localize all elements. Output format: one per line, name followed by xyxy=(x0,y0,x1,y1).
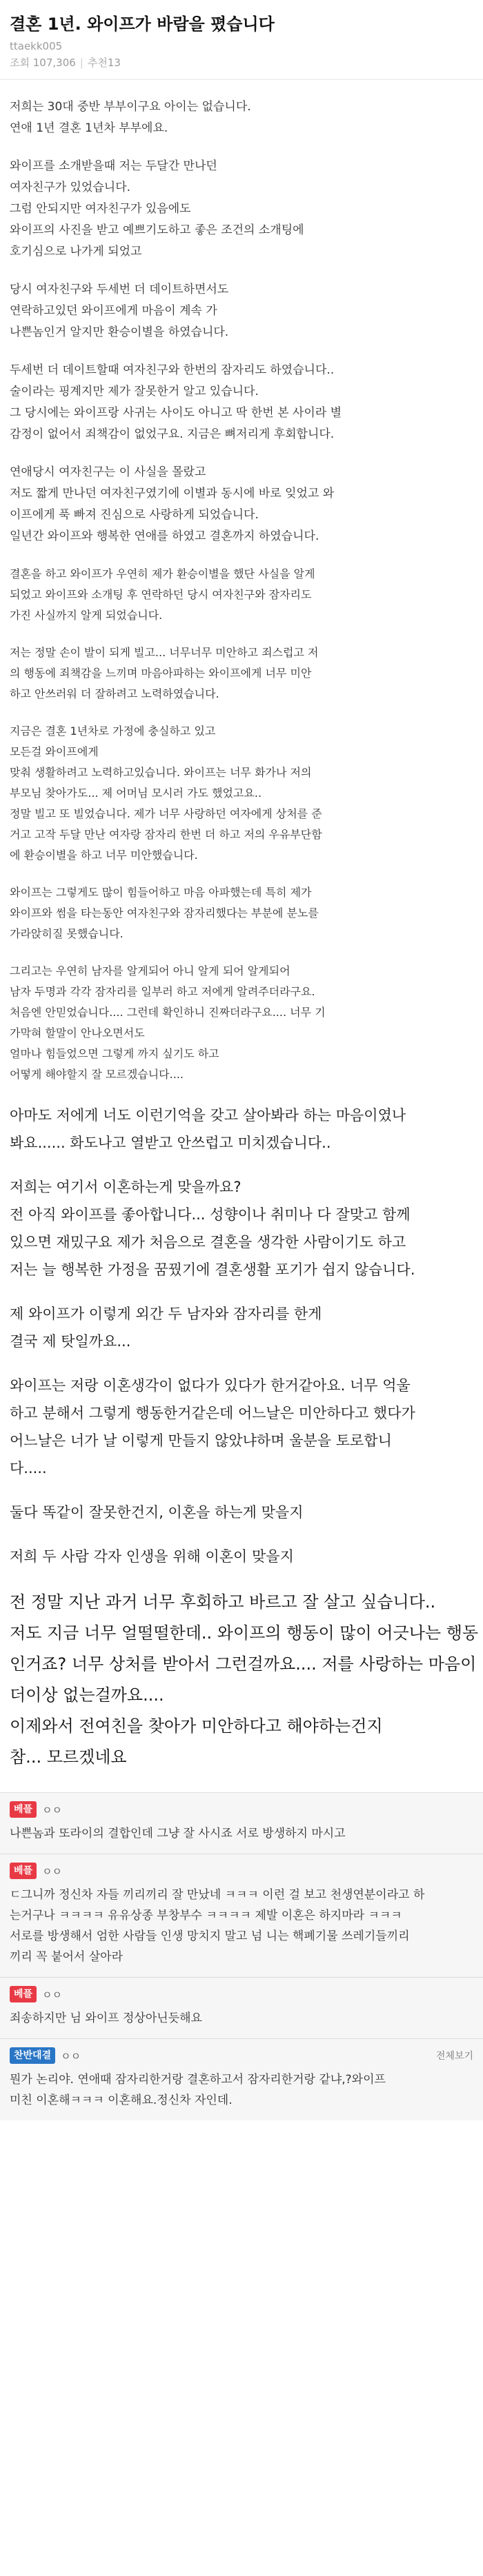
post-paragraph xyxy=(10,1587,479,1773)
best-comment-badge: 베플 xyxy=(10,1801,37,1818)
post-line: 더이상 없는걸까요.... xyxy=(10,1685,164,1705)
post-line: 남자 두명과 각각 잠자리를 일부러 하고 저에게 알려주더라구요. xyxy=(10,985,315,998)
post-paragraph xyxy=(10,642,473,704)
post-line: 저도 짧게 만나던 여자친구였기에 이별과 동시에 바로 잊었고 와 xyxy=(10,487,335,500)
post-line: 와이프의 사진을 받고 예쁘기도하고 좋은 조건의 소개팅에 xyxy=(10,223,304,237)
post-paragraph xyxy=(10,1499,473,1526)
post-line: 전 아직 와이프를 좋아합니다... 성향이나 취미나 다 잘맞고 함께 xyxy=(10,1206,411,1223)
post-line: 와이프를 소개받을때 저는 두달간 만나던 xyxy=(10,159,217,173)
comment-author[interactable]: ㅇㅇ xyxy=(42,1865,63,1878)
post-line: 하고 안쓰러워 더 잘하려고 노력하였습니다. xyxy=(10,687,219,700)
post-header xyxy=(0,0,483,80)
view-count: 조회 107,306 xyxy=(10,57,76,69)
post-line: 나쁜놈인거 알지만 환승이별을 하였습니다. xyxy=(10,325,229,339)
post-line: 결국 제 탓일까요... xyxy=(10,1333,131,1350)
best-comment-badge: 베플 xyxy=(10,1986,37,2002)
post-line: 와이프는 그렇게도 많이 힘들어하고 마음 아파했는데 특히 제가 xyxy=(10,886,312,899)
post-paragraph xyxy=(10,97,473,139)
comment-line: 서로를 방생해서 엄한 사람들 인생 망치지 말고 넘 니는 핵폐기물 쓰레기들끼리 xyxy=(10,1929,410,1943)
post-meta xyxy=(10,55,473,70)
post-paragraph xyxy=(10,1372,473,1482)
post-line: 당시 여자친구와 두세번 더 데이트하면서도 xyxy=(10,283,229,296)
post-paragraph xyxy=(10,1300,473,1355)
comment-list xyxy=(0,1792,483,2120)
post-line: 있으면 재밌구요 제가 처음으로 결혼을 생각한 사람이기도 하고 xyxy=(10,1234,406,1250)
comment-line: 끼리 꼭 붙어서 살아라 xyxy=(10,1950,124,1964)
post-body xyxy=(0,97,483,1773)
post-line: 호기심으로 나가게 되었고 xyxy=(10,245,142,258)
best-comment-badge: 베플 xyxy=(10,1863,37,1879)
comment-line: 는거구나 ㅋㅋㅋㅋ 유유상종 부창부수 ㅋㅋㅋㅋ 제발 이혼은 하지마라 ㅋㅋㅋ xyxy=(10,1909,402,1923)
post-paragraph xyxy=(10,721,473,866)
post-line: 가라앉히질 못했습니다. xyxy=(10,927,124,940)
comment-header xyxy=(10,1801,473,1818)
post-line: 이프에게 푹 빠져 진심으로 사랑하게 되었습니다. xyxy=(10,508,259,522)
post-paragraph xyxy=(10,156,473,263)
post-line: 저희는 30대 중반 부부이구요 아이는 없습니다. xyxy=(10,100,251,114)
comment-text xyxy=(10,2069,473,2111)
post-line: 감정이 없어서 죄책감이 없었구요. 지금은 뼈저리게 후회합니다. xyxy=(10,427,335,441)
post-line: 봐요...... 화도나고 열받고 안쓰럽고 미치겠습니다.. xyxy=(10,1135,331,1151)
comment-line: 나쁜놈과 또라이의 결합인데 그냥 잘 사시죠 서로 방생하지 마시고 xyxy=(10,1827,346,1840)
comment-text xyxy=(10,1823,473,1844)
comment-header xyxy=(10,2047,473,2064)
comment-text xyxy=(10,2008,473,2029)
post-line: 그리고는 우연히 남자를 알게되어 아니 알게 되어 알게되어 xyxy=(10,964,290,977)
debate-badge: 찬반대결 xyxy=(10,2047,55,2064)
post-paragraph xyxy=(10,462,473,547)
post-line: 제 와이프가 이렇게 외간 두 남자와 잠자리를 한게 xyxy=(10,1306,322,1322)
post-line: 술이라는 핑계지만 제가 잘못한거 알고 있습니다. xyxy=(10,385,259,398)
recommend-count: 추천13 xyxy=(87,57,121,69)
post-line: 저는 늘 행복한 가정을 꿈꿨기에 결혼생활 포기가 쉽지 않습니다. xyxy=(10,1261,415,1278)
comment-item xyxy=(0,1977,483,2038)
post-line: 연애당시 여자친구는 이 사실을 몰랐고 xyxy=(10,465,206,479)
post-line: 가진 사실까지 알게 되었습니다. xyxy=(10,609,163,622)
post-line: 와이프는 저랑 이혼생각이 없다가 있다가 한거같아요. 너무 억울 xyxy=(10,1377,411,1394)
comment-author[interactable]: ㅇㅇ xyxy=(42,1988,63,2001)
post-line: 그럼 안되지만 여자친구가 있음에도 xyxy=(10,202,191,216)
post-line: 지금은 결혼 1년차로 가정에 충실하고 있고 xyxy=(10,724,216,738)
comment-item xyxy=(0,1792,483,1854)
post-line: 결혼을 하고 와이프가 우연히 제가 환승이별을 했단 사실을 알게 xyxy=(10,567,315,580)
post-paragraph xyxy=(10,279,473,343)
comment-line: ㄷ그니까 정신차 자들 끼리끼리 잘 만났네 ㅋㅋㅋ 이런 걸 보고 천생연분이라고 하 xyxy=(10,1888,425,1902)
post-line: 여자친구가 있었습니다. xyxy=(10,181,131,194)
post-line: 연락하고있던 와이프에게 마음이 계속 가 xyxy=(10,304,217,318)
comment-line: 죄송하지만 님 와이프 정상아닌듯해요 xyxy=(10,2011,202,2025)
post-line: 정말 빌고 또 빌었습니다. 제가 너무 사랑하던 여자에게 상처를 준 xyxy=(10,807,322,820)
post-paragraph xyxy=(10,1102,473,1157)
post-line: 얼마나 힘들었으면 그렇게 까지 싶기도 하고 xyxy=(10,1047,219,1060)
post-line: 다..... xyxy=(10,1460,47,1477)
comment-header xyxy=(10,1986,473,2002)
post-line: 그 당시에는 와이프랑 사귀는 사이도 아니고 딱 한번 본 사이라 별 xyxy=(10,406,342,420)
post-line: 저희는 여기서 이혼하는게 맞을까요? xyxy=(10,1179,241,1195)
post-line: 의 행동에 죄책감을 느끼며 마음아파하는 와이프에게 너무 미안 xyxy=(10,667,312,680)
post-line: 하고 분해서 그렇게 행동한거같은데 어느날은 미안하다고 했다가 xyxy=(10,1405,415,1421)
post-title: 결혼 1년. 와이프가 바람을 폈습니다 xyxy=(10,14,275,34)
view-all-link[interactable]: 전체보기 xyxy=(435,2051,473,2062)
comment-item xyxy=(0,2038,483,2120)
post-line: 처음엔 안믿었습니다.... 그런데 확인하니 진짜더라구요.... 너무 기 xyxy=(10,1006,326,1019)
post-line: 맞춰 생활하려고 노력하고있습니다. 와이프는 너무 화가나 저의 xyxy=(10,766,312,779)
post-line: 연애 1년 결혼 1년차 부부에요. xyxy=(10,121,168,135)
post-paragraph xyxy=(10,1543,473,1570)
comment-line: 미친 이혼해ㅋㅋㅋ 이혼해요.정신차 자인데. xyxy=(10,2093,233,2107)
post-line: 일년간 와이프와 행복한 연애를 하였고 결혼까지 하였습니다. xyxy=(10,529,319,543)
post-line: 어떻게 해야할지 잘 모르겠습니다.... xyxy=(10,1068,184,1081)
comment-author[interactable]: ㅇㅇ xyxy=(61,2049,81,2062)
post-paragraph xyxy=(10,564,473,626)
post-line: 저는 정말 손이 발이 되게 빌고... 너무너무 미안하고 죄스럽고 저 xyxy=(10,646,319,659)
post-paragraph xyxy=(10,360,473,445)
post-author[interactable]: ttaekk005 xyxy=(10,40,63,52)
comment-text xyxy=(10,1885,473,1967)
post-line: 되었고 와이프와 소개팅 후 연락하던 당시 여자친구와 잠자리도 xyxy=(10,588,312,601)
comment-author[interactable]: ㅇㅇ xyxy=(42,1803,63,1816)
post-line: 아마도 저에게 너도 이런기억을 갖고 살아봐라 하는 마음이였나 xyxy=(10,1107,406,1124)
post-line: 둘다 똑같이 잘못한건지, 이혼을 하는게 맞을지 xyxy=(10,1504,304,1521)
post-paragraph xyxy=(10,882,473,944)
post-line: 참... 모르겠네요 xyxy=(10,1747,127,1767)
post-line: 전 정말 지난 과거 너무 후회하고 바르고 잘 살고 싶습니다.. xyxy=(10,1592,436,1612)
comment-header xyxy=(10,1863,473,1879)
post-line: 가막혀 할말이 안나오면서도 xyxy=(10,1026,145,1039)
post-paragraph xyxy=(10,1173,473,1284)
post-line: 어느날은 너가 날 이렇게 만들지 않았냐하며 울분을 토로합니 xyxy=(10,1432,392,1449)
post-line: 이제와서 전여친을 찾아가 미안하다고 해야하는건지 xyxy=(10,1716,383,1736)
comment-line: 뭔가 논리야. 연애때 잠자리한거랑 결혼하고서 잠자리한거랑 같냐,?와이프 xyxy=(10,2073,386,2087)
post-line: 저도 지금 너무 얼떨떨한데.. 와이프의 행동이 많이 어긋나는 행동 xyxy=(10,1623,479,1643)
post-line: 부모님 찾아가도... 제 어머님 모시러 가도 했었고요.. xyxy=(10,787,262,800)
post-line: 인거죠? 너무 상처를 받아서 그런걸까요.... 저를 사랑하는 마음이 xyxy=(10,1654,477,1674)
comment-item xyxy=(0,1854,483,1977)
post-paragraph xyxy=(10,961,473,1085)
post-line: 두세번 더 데이트할때 여자친구와 한번의 잠자리도 하였습니다.. xyxy=(10,363,335,377)
post-line: 모든걸 와이프에게 xyxy=(10,745,99,758)
post-line: 에 환승이별을 하고 너무 미안했습니다. xyxy=(10,849,198,862)
post-line: 와이프와 썸을 타는동안 여자친구와 잠자리했다는 부분에 분노를 xyxy=(10,906,319,920)
post-line: 거고 고작 두달 만난 여자랑 잠자리 한번 더 하고 저의 우유부단함 xyxy=(10,828,322,841)
meta-divider: | xyxy=(79,57,83,69)
post-line: 저희 두 사람 각자 인생을 위해 이혼이 맞을지 xyxy=(10,1548,294,1565)
